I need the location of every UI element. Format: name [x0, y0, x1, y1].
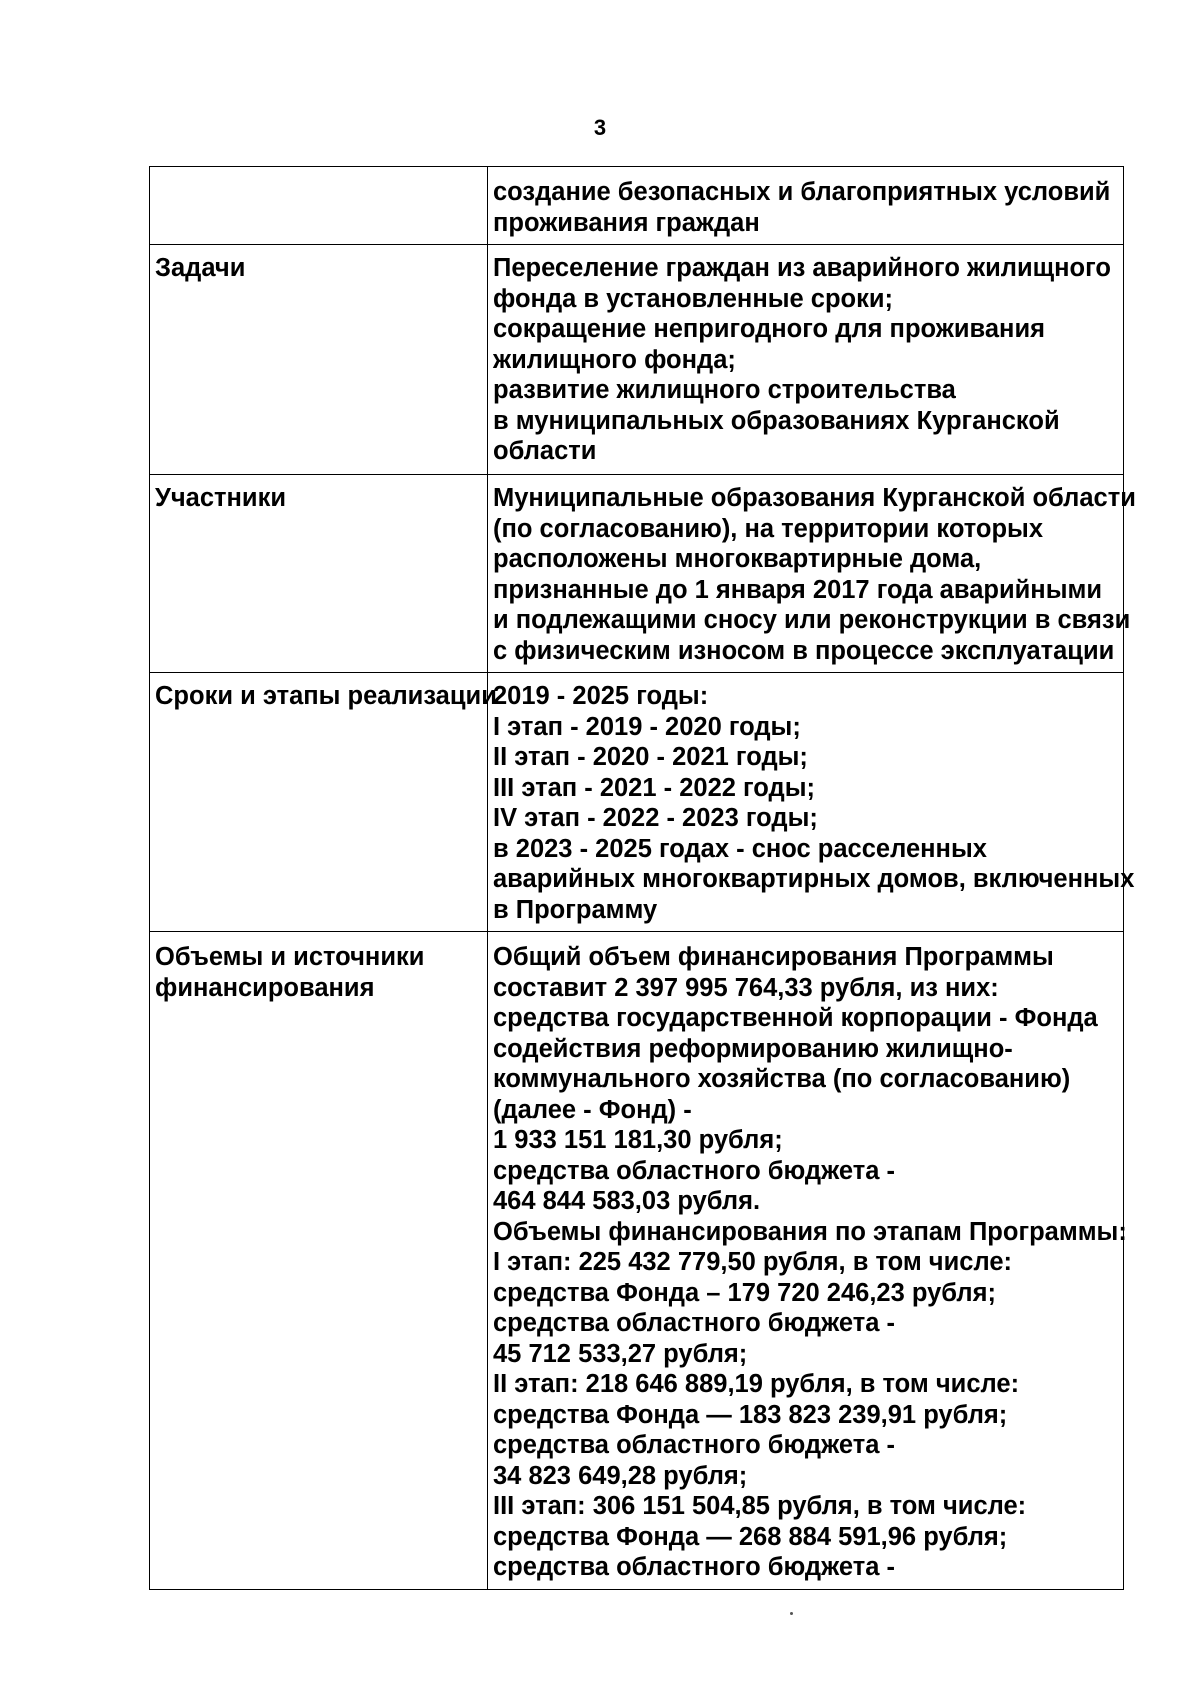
value-line: средства областного бюджета -	[493, 1309, 895, 1337]
label-line: Сроки и этапы реализации	[155, 682, 497, 710]
row-label-tasks	[150, 245, 488, 475]
value-line: IV этап - 2022 - 2023 годы;	[493, 804, 818, 832]
value-line: I этап: 225 432 779,50 рубля, в том числе:	[493, 1248, 1012, 1276]
row-value-funding	[488, 932, 1127, 1590]
scan-speck	[790, 1612, 793, 1615]
value-line: в муниципальных образованиях Курганской	[493, 406, 1060, 435]
table-row-timeline	[150, 673, 1124, 932]
row-value-tasks	[488, 245, 1124, 475]
value-line: 45 712 533,27 рубля;	[493, 1339, 748, 1368]
value-line: средства областного бюджета -	[493, 1553, 895, 1581]
label-line: финансирования	[155, 973, 375, 1002]
value-line: создание безопасных и благоприятных условий	[493, 178, 1111, 206]
value-line: средства областного бюджета -	[493, 1156, 895, 1185]
value-line: (по согласованию), на территории которых	[493, 514, 1044, 543]
value-line: средства государственной корпорации - Фонда	[493, 1004, 1098, 1032]
value-line: признанные до 1 января 2017 года аварийными	[493, 575, 1103, 604]
value-line: расположены многоквартирные дома,	[493, 545, 982, 573]
value-line: области	[493, 437, 597, 465]
value-line: сокращение непригодного для проживания	[493, 315, 1045, 343]
value-line: аварийных многоквартирных домов, включенных	[493, 865, 1135, 893]
value-line: II этап: 218 646 889,19 рубля, в том числе:	[493, 1370, 1020, 1398]
value-line: составит 2 397 995 764,33 рубля, из них:	[493, 973, 999, 1002]
value-line: Объемы финансирования по этапам Программы:	[493, 1217, 1127, 1246]
table-row-tasks	[150, 245, 1124, 475]
value-line: I этап - 2019 - 2020 годы;	[493, 712, 801, 741]
label-line: Участники	[155, 484, 287, 512]
value-line: средства областного бюджета -	[493, 1431, 895, 1459]
value-line: содействия реформированию жилищно-	[493, 1034, 1013, 1063]
value-line: в Программу	[493, 895, 658, 924]
value-line: III этап: 306 151 504,85 рубля, в том числе:	[493, 1492, 1027, 1520]
table-row-goal-continuation	[150, 167, 1124, 245]
label-line: Задачи	[155, 254, 246, 282]
value-line: развитие жилищного строительства	[493, 376, 956, 404]
row-value-participants	[488, 475, 1136, 673]
row-value-goal	[488, 167, 1124, 245]
row-label-empty	[150, 167, 488, 245]
value-line: (далее - Фонд) -	[493, 1095, 692, 1124]
value-line: проживания граждан	[493, 208, 760, 237]
label-line: Объемы и источники	[155, 943, 425, 971]
value-line: коммунального хозяйства (по согласованию)	[493, 1065, 1071, 1093]
value-line: средства Фонда – 179 720 246,23 рубля;	[493, 1278, 996, 1307]
row-label-timeline	[150, 673, 497, 932]
value-line: средства Фонда — 183 823 239,91 рубля;	[493, 1400, 1008, 1429]
value-line: с физическим износом в процессе эксплуатации	[493, 636, 1115, 665]
value-line: 2019 - 2025 годы:	[493, 682, 709, 710]
value-line: в 2023 - 2025 годах - снос расселенных	[493, 834, 987, 863]
program-passport-table	[149, 166, 1136, 1590]
value-line: жилищного фонда;	[493, 345, 736, 374]
value-line: Общий объем финансирования Программы	[493, 943, 1054, 971]
value-line: и подлежащими сносу или реконструкции в связи	[493, 606, 1131, 634]
table-row-participants	[150, 475, 1124, 673]
value-line: 464 844 583,03 рубля.	[493, 1187, 761, 1215]
row-label-participants	[150, 475, 488, 673]
value-line: фонда в установленные сроки;	[493, 284, 894, 313]
value-line: Муниципальные образования Курганской области	[493, 484, 1136, 512]
value-line: III этап - 2021 - 2022 годы;	[493, 773, 815, 802]
value-line: Переселение граждан из аварийного жилищного	[493, 254, 1111, 282]
value-line: 34 823 649,28 рубля;	[493, 1461, 748, 1490]
value-line: II этап - 2020 - 2021 годы;	[493, 743, 808, 771]
row-label-funding	[150, 932, 488, 1590]
value-line: 1 933 151 181,30 рубля;	[493, 1126, 783, 1154]
row-value-timeline	[488, 673, 1135, 932]
value-line: средства Фонда — 268 884 591,96 рубля;	[493, 1522, 1008, 1551]
page-number: 3	[593, 115, 607, 140]
table-row-funding	[150, 932, 1124, 1590]
